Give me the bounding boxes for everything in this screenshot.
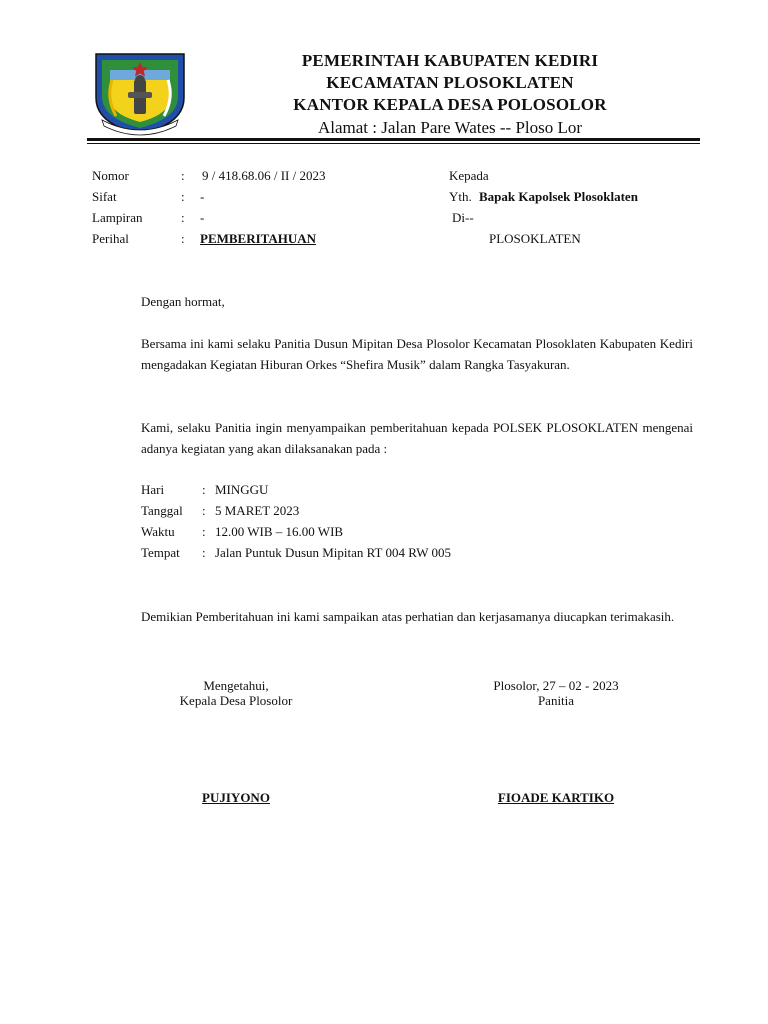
body-paragraph-2: Kami, selaku Panitia ingin menyampaikan pemberitahuan kepada POLSEK PLOSOKLATEN mengenai adanya kegiatan yang akan dilaksanakan pada :	[141, 420, 693, 456]
recipient-yth-line	[449, 189, 638, 205]
letterhead-line2: KECAMATAN PLOSOKLATEN	[326, 73, 574, 92]
detail-hari-label: Hari	[141, 482, 165, 497]
nomor-colon: :	[181, 168, 185, 183]
detail-waktu-colon: :	[202, 524, 206, 539]
signature-right-name: FIOADE KARTIKO	[497, 790, 615, 805]
closing-paragraph: Demikian Pemberitahuan ini kami sampaikan atas perhatian dan kerjasamanya diucapkan terimakasih.	[141, 609, 675, 624]
recipient-di: Di--	[452, 210, 474, 225]
signature-left-line1: Mengetahui,	[203, 678, 269, 693]
nomor-value: 9 / 418.68.06 / II / 2023	[202, 168, 326, 183]
letterhead-address: Alamat : Jalan Pare Wates -- Ploso Lor	[317, 118, 583, 137]
detail-tempat-colon: :	[202, 545, 206, 560]
signature-left-line2: Kepala Desa Plosolor	[179, 693, 293, 708]
greeting: Dengan hormat,	[141, 294, 225, 309]
signature-right-line2: Panitia	[537, 693, 575, 708]
letterhead-line3: KANTOR KEPALA DESA POLOSOLOR	[293, 95, 607, 114]
recipient-yth-name: Bapak Kapolsek Plosoklaten	[479, 189, 638, 204]
signature-right-line1: Plosolor, 27 – 02 - 2023	[493, 678, 619, 693]
letterhead-line1: PEMERINTAH KABUPATEN KEDIRI	[301, 51, 599, 70]
letterhead-divider-thick	[87, 138, 700, 141]
detail-tempat-label: Tempat	[141, 545, 180, 560]
perihal-label: Perihal	[92, 231, 129, 246]
recipient-place: PLOSOKLATEN	[489, 231, 581, 246]
perihal-value: PEMBERITAHUAN	[200, 231, 317, 246]
detail-tanggal-value: 5 MARET 2023	[215, 503, 300, 518]
kediri-regency-emblem-icon	[92, 50, 188, 136]
sifat-label: Sifat	[92, 189, 117, 204]
lampiran-label: Lampiran	[92, 210, 143, 225]
detail-hari-value: MINGGU	[215, 482, 269, 497]
letterhead	[200, 50, 700, 140]
detail-hari-colon: :	[202, 482, 206, 497]
detail-waktu-label: Waktu	[141, 524, 175, 539]
signature-right-block	[462, 678, 650, 708]
letterhead-divider-thin	[87, 143, 700, 144]
signature-left-name: PUJIYONO	[202, 790, 270, 805]
body-paragraph-1: Bersama ini kami selaku Panitia Dusun Mipitan Desa Plosolor Kecamatan Plosoklaten Kabupaten Kediri mengadakan Kegiatan Hiburan Orkes “Shefira Musik” dalam Rangka Tasyakuran.	[141, 336, 693, 372]
recipient-yth-prefix: Yth.	[449, 189, 472, 204]
recipient-kepada: Kepada	[449, 168, 489, 183]
nomor-label: Nomor	[92, 168, 129, 183]
sifat-value: -	[200, 189, 205, 204]
sifat-colon: :	[181, 189, 185, 204]
detail-tempat-value: Jalan Puntuk Dusun Mipitan RT 004 RW 005	[215, 545, 451, 560]
lampiran-value: -	[200, 210, 205, 225]
lampiran-colon: :	[181, 210, 185, 225]
detail-tanggal-colon: :	[202, 503, 206, 518]
detail-waktu-value: 12.00 WIB – 16.00 WIB	[215, 524, 344, 539]
signature-left-block	[150, 678, 322, 708]
perihal-colon: :	[181, 231, 185, 246]
detail-tanggal-label: Tanggal	[141, 503, 183, 518]
